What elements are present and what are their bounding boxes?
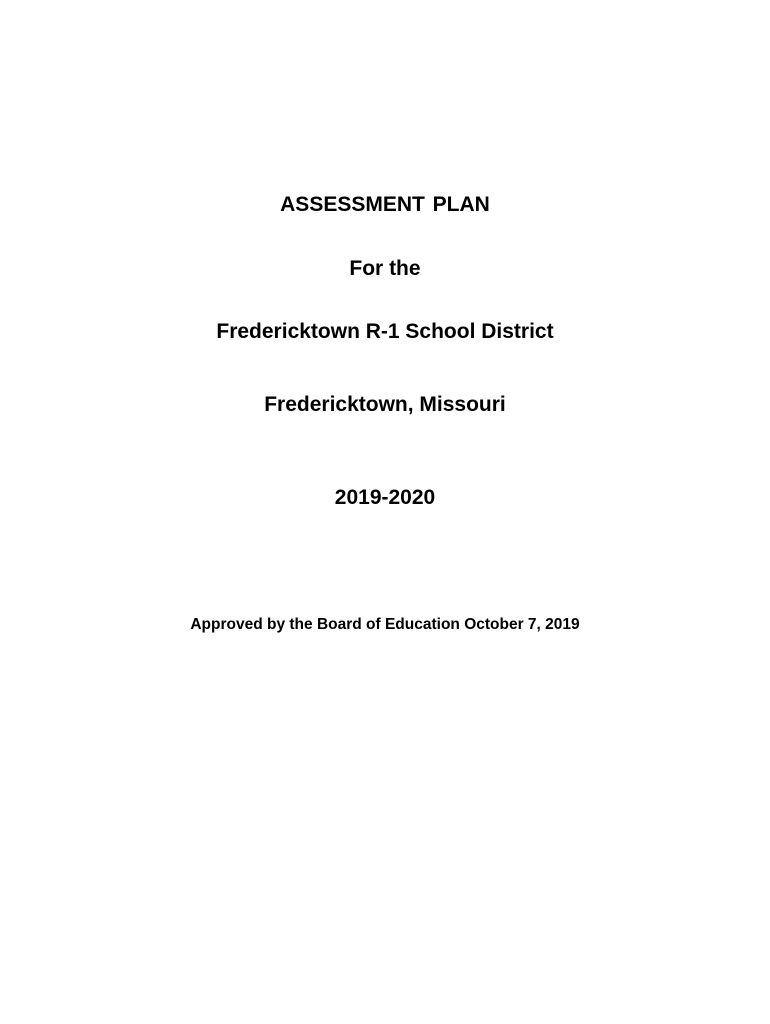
district-name: Fredericktown R-1 School District [216,320,554,343]
document-title: ASSESSMENT PLAN [280,193,490,216]
city-state: Fredericktown, Missouri [264,393,506,416]
approval-statement: Approved by the Board of Education October 7, 2019 [190,616,580,633]
school-year: 2019-2020 [334,486,436,509]
for-the-line: For the [349,257,421,280]
